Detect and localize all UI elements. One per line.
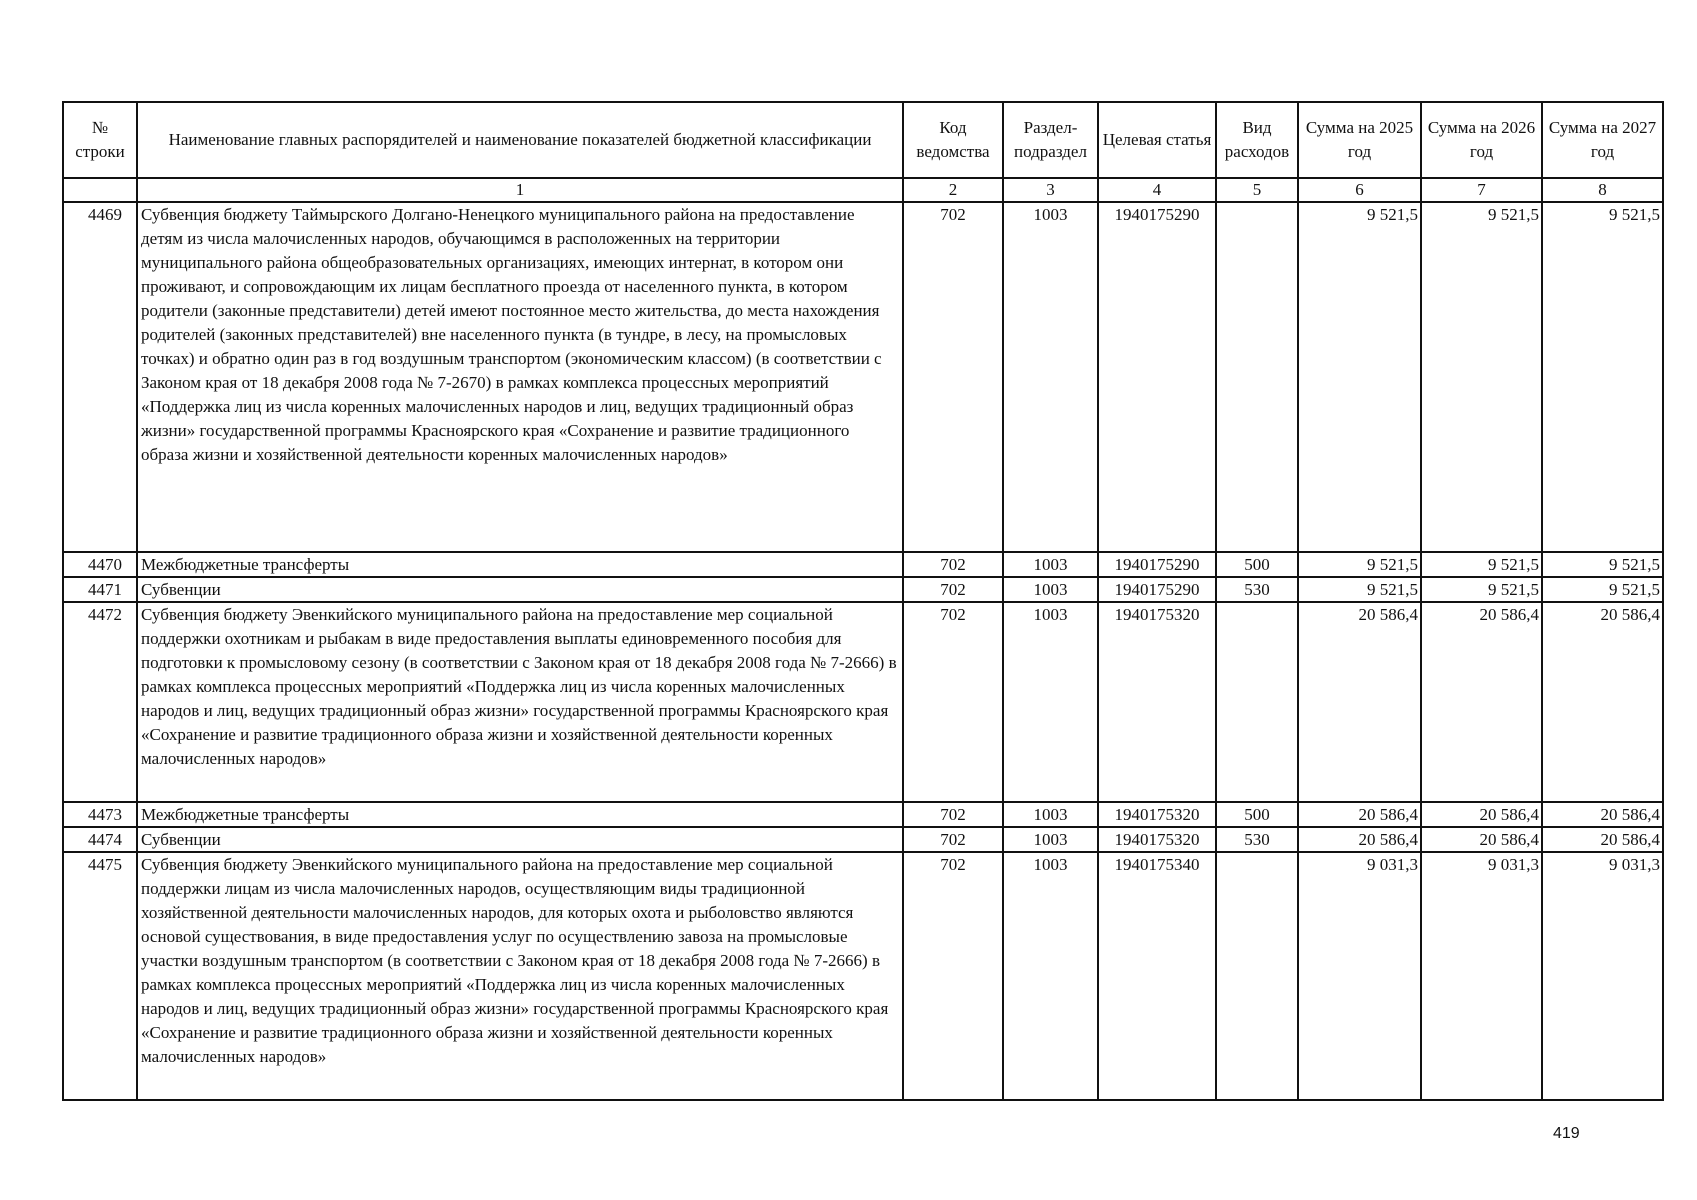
row-name: Межбюджетные трансферты — [137, 552, 903, 577]
row-target-article: 1940175320 — [1098, 802, 1216, 827]
table-row — [63, 602, 1663, 802]
table-row — [63, 827, 1663, 852]
table-row — [63, 552, 1663, 577]
row-target-article: 1940175320 — [1098, 602, 1216, 802]
column-number: 5 — [1216, 178, 1298, 202]
row-sum-2027: 9 521,5 — [1542, 202, 1663, 552]
row-number: 4470 — [63, 552, 137, 577]
page-number: 419 — [1553, 1125, 1580, 1142]
budget-table — [62, 101, 1664, 1101]
table-row — [63, 202, 1663, 552]
column-number: 3 — [1003, 178, 1098, 202]
row-dept-code: 702 — [903, 202, 1003, 552]
row-number: 4471 — [63, 577, 137, 602]
row-target-article: 1940175290 — [1098, 577, 1216, 602]
row-number: 4474 — [63, 827, 137, 852]
row-target-article: 1940175320 — [1098, 827, 1216, 852]
row-dept-code: 702 — [903, 802, 1003, 827]
header-sum-2026: Сумма на 2026 год — [1421, 102, 1542, 178]
row-sum-2025: 20 586,4 — [1298, 602, 1421, 802]
row-sum-2026: 9 521,5 — [1421, 577, 1542, 602]
row-expense-type: 530 — [1216, 577, 1298, 602]
row-number: 4473 — [63, 802, 137, 827]
row-number: 4469 — [63, 202, 137, 552]
row-sum-2025: 9 521,5 — [1298, 552, 1421, 577]
row-expense-type — [1216, 602, 1298, 802]
row-section: 1003 — [1003, 577, 1098, 602]
row-section: 1003 — [1003, 827, 1098, 852]
header-expense-type: Вид расходов — [1216, 102, 1298, 178]
row-name: Межбюджетные трансферты — [137, 802, 903, 827]
column-number: 4 — [1098, 178, 1216, 202]
row-target-article: 1940175290 — [1098, 552, 1216, 577]
row-target-article: 1940175290 — [1098, 202, 1216, 552]
column-number: 7 — [1421, 178, 1542, 202]
row-sum-2027: 20 586,4 — [1542, 602, 1663, 802]
row-dept-code: 702 — [903, 852, 1003, 1100]
row-number: 4475 — [63, 852, 137, 1100]
row-section: 1003 — [1003, 802, 1098, 827]
header-sum-2025: Сумма на 2025 год — [1298, 102, 1421, 178]
row-name: Субвенция бюджету Эвенкийского муниципального района на предоставление мер социальной поддержки охотникам и рыбакам в виде предоставления выплаты единовременного пособия для подготовки к промысловому сезону (в соответствии с Законом края от 18 декабря 2008 года № 7-2666) в рамках комплекса процессных мероприятий «Поддержка лиц из числа коренных малочисленных народов и лиц, ведущих традиционный образ жизни» государственной программы Красноярского края «Сохранение и развитие традиционного образа жизни и хозяйственной деятельности коренных малочисленных народов» — [137, 602, 903, 802]
row-target-article: 1940175340 — [1098, 852, 1216, 1100]
row-sum-2027: 9 521,5 — [1542, 552, 1663, 577]
header-name: Наименование главных распорядителей и наименование показателей бюджетной классификации — [137, 102, 903, 178]
row-name: Субвенция бюджету Таймырского Долгано-Ненецкого муниципального района на предоставление детям из числа малочисленных народов, обучающимся в расположенных на территории муниципального района общеобразовательных организациях, имеющих интернат, в котором они проживают, и сопровождающим их лицам бесплатного проезда от населенного пункта, в котором родители (законные представители) детей имеют постоянное место жительства, до места нахождения родителей (законных представителей) вне населенного пункта (в тундре, в лесу, на промысловых точках) и обратно один раз в год воздушным транспортом (экономическим классом) (в соответствии с Законом края от 18 декабря 2008 года № 7-2670) в рамках комплекса процессных мероприятий «Поддержка лиц из числа коренных малочисленных народов и лиц, ведущих традиционный образ жизни» государственной программы Красноярского края «Сохранение и развитие традиционного образа жизни и хозяйственной деятельности коренных малочисленных народов» — [137, 202, 903, 552]
row-section: 1003 — [1003, 852, 1098, 1100]
row-dept-code: 702 — [903, 552, 1003, 577]
row-dept-code: 702 — [903, 577, 1003, 602]
row-expense-type — [1216, 202, 1298, 552]
row-sum-2026: 9 031,3 — [1421, 852, 1542, 1100]
row-expense-type: 500 — [1216, 552, 1298, 577]
row-sum-2026: 9 521,5 — [1421, 552, 1542, 577]
row-section: 1003 — [1003, 552, 1098, 577]
row-sum-2025: 9 031,3 — [1298, 852, 1421, 1100]
row-expense-type: 500 — [1216, 802, 1298, 827]
row-dept-code: 702 — [903, 827, 1003, 852]
table-row — [63, 577, 1663, 602]
row-expense-type — [1216, 852, 1298, 1100]
row-sum-2026: 20 586,4 — [1421, 602, 1542, 802]
row-section: 1003 — [1003, 602, 1098, 802]
column-number: 1 — [137, 178, 903, 202]
row-sum-2025: 9 521,5 — [1298, 202, 1421, 552]
row-name: Субвенции — [137, 827, 903, 852]
row-sum-2027: 20 586,4 — [1542, 827, 1663, 852]
table-row — [63, 802, 1663, 827]
row-expense-type: 530 — [1216, 827, 1298, 852]
row-sum-2027: 20 586,4 — [1542, 802, 1663, 827]
column-number: 8 — [1542, 178, 1663, 202]
header-row-number: № строки — [63, 102, 137, 178]
header-dept-code: Код ведомства — [903, 102, 1003, 178]
row-name: Субвенции — [137, 577, 903, 602]
row-name: Субвенция бюджету Эвенкийского муниципального района на предоставление мер социальной поддержки лицам из числа малочисленных народов, осуществляющим виды традиционной хозяйственной деятельности малочисленных народов, для которых охота и рыболовство являются основой существования, в виде предоставления услуг по осуществлению завоза на промысловые участки воздушным транспортом (в соответствии с Законом края от 18 декабря 2008 года № 7-2666) в рамках комплекса процессных мероприятий «Поддержка лиц из числа коренных малочисленных народов и лиц, ведущих традиционный образ жизни» государственной программы Красноярского края «Сохранение и развитие традиционного образа жизни и хозяйственной деятельности коренных малочисленных народов» — [137, 852, 903, 1100]
row-section: 1003 — [1003, 202, 1098, 552]
column-number: 6 — [1298, 178, 1421, 202]
row-sum-2025: 20 586,4 — [1298, 827, 1421, 852]
header-section: Раздел-подраздел — [1003, 102, 1098, 178]
row-sum-2025: 20 586,4 — [1298, 802, 1421, 827]
column-number-row — [63, 178, 1663, 202]
row-sum-2025: 9 521,5 — [1298, 577, 1421, 602]
row-sum-2026: 20 586,4 — [1421, 827, 1542, 852]
column-number — [63, 178, 137, 202]
header-target-article: Целевая статья — [1098, 102, 1216, 178]
row-number: 4472 — [63, 602, 137, 802]
header-sum-2027: Сумма на 2027 год — [1542, 102, 1663, 178]
row-dept-code: 702 — [903, 602, 1003, 802]
row-sum-2027: 9 521,5 — [1542, 577, 1663, 602]
table-row — [63, 852, 1663, 1100]
header-row — [63, 102, 1663, 178]
row-sum-2026: 20 586,4 — [1421, 802, 1542, 827]
row-sum-2027: 9 031,3 — [1542, 852, 1663, 1100]
row-sum-2026: 9 521,5 — [1421, 202, 1542, 552]
column-number: 2 — [903, 178, 1003, 202]
